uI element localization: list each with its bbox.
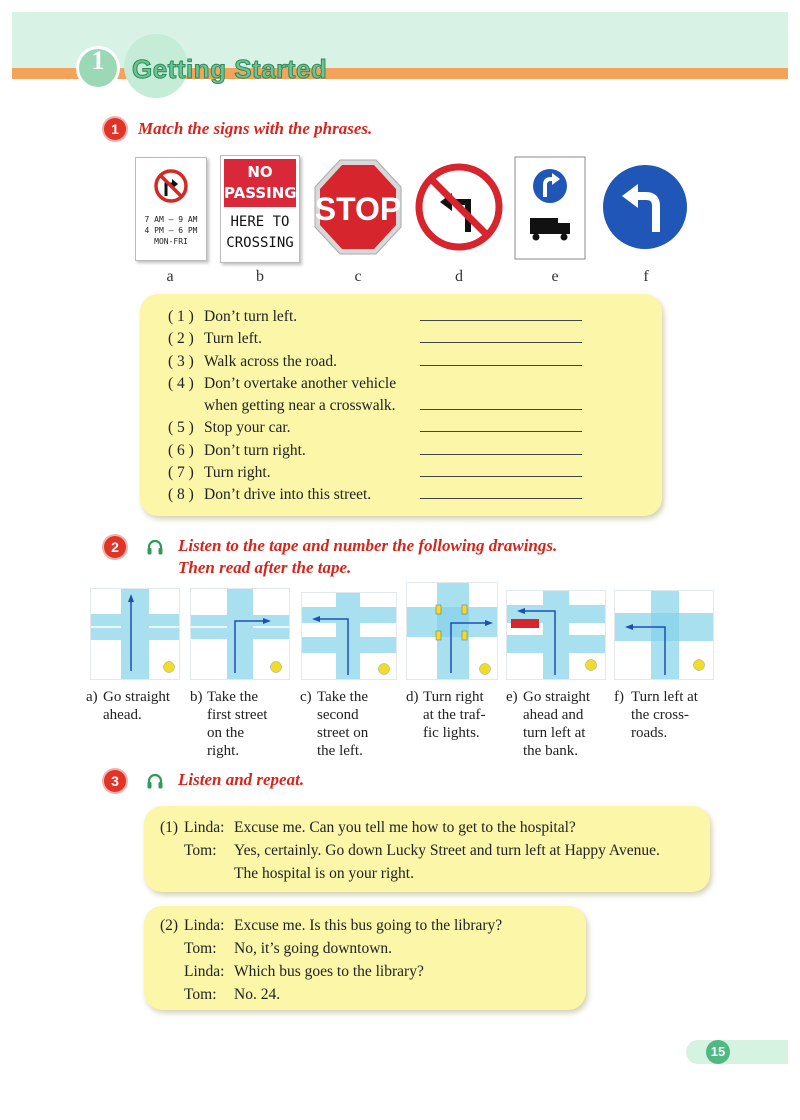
activity-1-badge: 1: [104, 118, 126, 140]
caption-line: the cross-: [631, 707, 689, 723]
answer-blank[interactable]: [420, 417, 582, 432]
answer-blank[interactable]: [420, 484, 582, 499]
dialogue-line: Yes, certainly. Go down Lucky Street and turn left at Happy Avenue.: [234, 842, 660, 859]
sign-b-top-line-2: PASSING: [224, 184, 297, 202]
phrase-row: [168, 462, 648, 484]
phrase-text: Turn right.: [204, 464, 271, 482]
caption-letter: c): [300, 689, 312, 705]
phrase-row: [168, 440, 648, 462]
caption-c: [300, 688, 400, 760]
phrase-number: ( 2 ): [168, 330, 194, 348]
phrases-box: [140, 294, 662, 516]
speaker: Linda:: [184, 917, 225, 934]
activity-2-title-line-1: Listen to the tape and number the following drawings.: [178, 536, 558, 555]
caption-letter: d): [406, 689, 419, 705]
answer-blank[interactable]: [420, 328, 582, 343]
phrase-number: ( 4 ): [168, 374, 194, 392]
sign-b-no-passing: [220, 155, 300, 263]
caption-line: at the traf-: [423, 707, 486, 723]
sign-label-c: c: [354, 268, 362, 285]
drawing-e-bank: [506, 590, 606, 680]
sign-label-d: d: [455, 268, 463, 285]
page-number: 15: [706, 1040, 730, 1064]
activity-2-badge: 2: [104, 536, 126, 558]
caption-line: turn left at: [523, 725, 586, 741]
dialogue-2-box: [144, 906, 586, 1010]
dialogue-line: Which bus goes to the library?: [234, 963, 424, 980]
phrase-number: ( 3 ): [168, 352, 194, 370]
phrase-text: Turn left.: [204, 330, 262, 348]
caption-line: right.: [207, 743, 240, 759]
phrase-row: [168, 373, 648, 395]
sign-b-bottom-line-2: CROSSING: [226, 235, 294, 251]
sign-a-line-3: MON-FRI: [154, 237, 188, 246]
sign-b-bottom-line-1: HERE TO: [230, 214, 290, 230]
caption-b: [190, 688, 290, 760]
caption-line: second: [317, 707, 359, 723]
activity-2-title-line-2: Then read after the tape.: [178, 558, 352, 577]
sign-f-turn-left: [600, 162, 690, 252]
dialogue-line: Excuse me. Can you tell me how to get to the hospital?: [234, 819, 576, 836]
caption-line: on the: [207, 725, 245, 741]
activity-3-badge: 3: [104, 770, 126, 792]
caption-line: Take the: [317, 689, 369, 705]
dialogue-1-box: [144, 806, 710, 892]
phrase-row: [168, 417, 648, 439]
sign-c-stop: [312, 157, 404, 257]
headphones-icon[interactable]: [146, 538, 164, 556]
speaker: Tom:: [184, 986, 217, 1003]
phrase-number: ( 6 ): [168, 441, 194, 459]
sign-a-no-right-turn-hours: [135, 157, 207, 261]
phrase-number: ( 5 ): [168, 419, 194, 437]
section-number: 1: [91, 46, 105, 75]
drawing-f-crossroads: [614, 590, 714, 680]
drawing-b-first-right: [190, 588, 290, 680]
sign-label-a: a: [166, 268, 174, 285]
caption-line: first street: [207, 707, 268, 723]
phrase-number: ( 8 ): [168, 486, 194, 504]
speaker: Linda:: [184, 819, 225, 836]
caption-line: ahead.: [103, 707, 142, 723]
activity-3-title: Listen and repeat.: [178, 770, 305, 789]
caption-f: [614, 688, 714, 742]
caption-line: Go straight: [103, 689, 171, 705]
caption-line: Go straight: [523, 689, 591, 705]
caption-letter: b): [190, 689, 203, 705]
dialogue-number: (1): [160, 819, 179, 836]
phrase-row: [168, 484, 648, 506]
phrase-row: [168, 328, 648, 350]
dialogue-number: (2): [160, 917, 179, 934]
caption-line: the bank.: [523, 743, 578, 759]
caption-line: roads.: [631, 725, 668, 741]
drawing-c-second-left: [301, 592, 397, 680]
phrase-text: Walk across the road.: [204, 352, 338, 370]
dialogue-line: No. 24.: [234, 986, 281, 1003]
phrase-row: [168, 395, 648, 417]
phrase-text: Don’t turn left.: [204, 308, 298, 325]
caption-line: ahead and: [523, 707, 584, 723]
phrase-row: [168, 351, 648, 373]
phrase-text: Don’t drive into this street.: [204, 486, 372, 504]
caption-line: Turn right: [423, 689, 484, 705]
sign-a-line-2: 4 PM – 6 PM: [144, 226, 198, 235]
caption-line: the left.: [317, 743, 363, 759]
speaker: Tom:: [184, 940, 217, 957]
sign-b-top-line-1: NO: [247, 163, 273, 181]
dialogue-line: The hospital is on your right.: [234, 865, 414, 882]
caption-line: street on: [317, 725, 369, 741]
dialogue-line: Excuse me. Is this bus going to the library?: [234, 917, 503, 934]
answer-blank[interactable]: [420, 351, 582, 366]
phrase-text: Don’t turn right.: [204, 441, 306, 459]
caption-letter: a): [86, 689, 98, 705]
phrase-text-cont: when getting near a crosswalk.: [204, 397, 396, 415]
drawing-d-traffic-lights: [406, 582, 498, 680]
caption-a: [86, 688, 186, 724]
answer-blank[interactable]: [420, 462, 582, 477]
sign-d-no-left-turn: [414, 162, 504, 252]
activity-1-title: Match the signs with the phrases.: [138, 119, 373, 138]
answer-blank[interactable]: [420, 306, 582, 321]
caption-line: Turn left at: [631, 689, 698, 705]
phrase-number: ( 1 ): [168, 308, 194, 325]
answer-blank[interactable]: [420, 440, 582, 455]
phrase-text: Stop your car.: [204, 419, 291, 437]
page-number-band: [686, 1040, 788, 1064]
sign-label-e: e: [551, 268, 559, 285]
caption-line: Take the: [207, 689, 259, 705]
caption-e: [506, 688, 606, 760]
speaker: Tom:: [184, 842, 217, 859]
phrase-number: ( 7 ): [168, 464, 194, 482]
sign-a-line-1: 7 AM – 9 AM: [144, 215, 198, 224]
caption-d: [406, 688, 506, 742]
answer-blank[interactable]: [420, 395, 582, 410]
phrase-row: [168, 306, 648, 328]
section-title: Getting Started: [132, 54, 328, 84]
sign-label-b: b: [256, 268, 264, 285]
headphones-icon[interactable]: [146, 772, 164, 790]
drawing-a-go-straight: [90, 588, 180, 680]
phrase-text: Don’t overtake another vehicle: [204, 374, 397, 392]
speaker: Linda:: [184, 963, 225, 980]
sign-e-turn-right-trucks: [514, 156, 586, 260]
dialogue-line: No, it’s going downtown.: [234, 940, 393, 957]
sign-label-f: f: [643, 268, 649, 285]
caption-letter: e): [506, 689, 518, 705]
caption-line: fic lights.: [423, 725, 480, 741]
caption-letter: f): [614, 689, 624, 705]
sign-c-text: STOP: [314, 191, 402, 227]
